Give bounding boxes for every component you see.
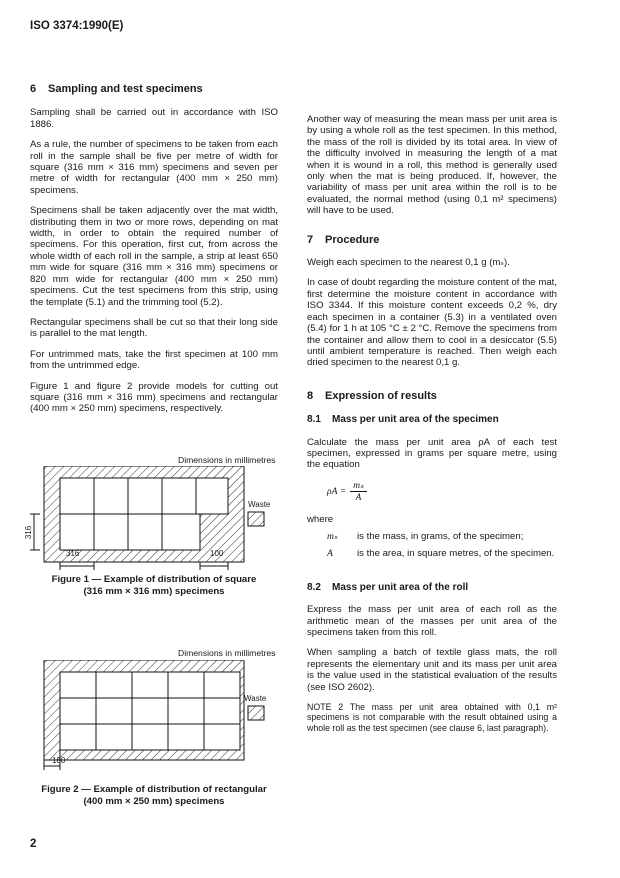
where-label: where <box>307 513 334 525</box>
section-8-2-heading: 8.2 Mass per unit area of the roll <box>307 581 469 593</box>
figure-2-diagram <box>30 660 280 776</box>
paragraph: Specimens shall be taken adjacently over the mat width, distributing them in two or more rows, depending on mat width, in order to obtain the required number of specimens. For this operation, first cut, from across the whole width of each roll in the sample, a strip at least 650 mm wide for square (316 mm × 316 mm) specimens or 820 mm wide for rectangular (400 mm × 250 mm) specimens. Cut the test specimens from this strip, using the template (5.1) and the trimming tool (5.2). <box>30 205 278 308</box>
waste-swatch <box>248 706 264 720</box>
figure-1-caption: Figure 1 — Example of distribution of square (316 mm × 316 mm) specimens <box>51 574 257 597</box>
paragraph: For untrimmed mats, take the first specimen at 100 mm from the untrimmed edge. <box>30 348 278 372</box>
paragraph: Another way of measuring the mean mass per unit area is by using a whole roll as the test specimen. In this method, the mass of the roll is divided by its total area. In view of the difficulty involved in measuring the length of a mat when it is wound in a roll, this method is generally used only when the mat is being produced. If, however, the variability of mass per unit area within the roll is to be evaluated, the normal method (using 0,1 m² specimens) will have to be used. <box>307 114 557 217</box>
paragraph: As a rule, the number of specimens to be taken from each roll in the sample shall be five per metre of width for square (316 mm × 316 mm) specimens and seven per metre of width for rectangular (400 mm × 250 mm) specimens. <box>30 139 278 196</box>
figure-2-waste-label: Waste <box>244 694 267 703</box>
section-7-heading: 7 Procedure <box>307 233 380 246</box>
figure-2-dim-edge: 100 <box>52 756 66 765</box>
definitions: mₛ is the mass, in grams, of the specimen; A is the area, in square metres, of the specimen. <box>327 530 555 560</box>
standard-id-header: ISO 3374:1990(E) <box>30 20 124 32</box>
section-8-heading: 8 Expression of results <box>307 389 437 402</box>
equation: ρA = $\frac{\text{mₛ}}{A}$ <box>327 480 557 504</box>
section-8-1-heading: 8.1 Mass per unit area of the specimen <box>307 414 499 426</box>
paragraph: Express the mass per unit area of each roll as the arithmetic mean of the masses per unit area of the specimens taken from this roll. <box>307 604 557 638</box>
paragraph: Calculate the mass per unit area ρA of each test specimen, expressed in grams per square metre, using the equation <box>307 436 557 471</box>
figure-1-dim-width: 316 <box>66 549 80 558</box>
figure-1-waste-label: Waste <box>248 500 271 509</box>
page-number: 2 <box>30 838 37 850</box>
paragraph: Figure 1 and figure 2 provide models for cutting out square (316 mm × 316 mm) specimens and rectangular (400 mm × 250 mm) specimens, respectively. <box>30 380 278 415</box>
waste-swatch <box>248 512 264 526</box>
note-2: NOTE 2 The mass per unit area obtained with 0,1 m² specimens is not comparable with the result obtained using a whole roll as the test specimen (see clause 6, last paragraph). <box>307 702 557 733</box>
paragraph: Weigh each specimen to the nearest 0,1 g (mₛ). <box>307 257 510 269</box>
figure-2-caption: Figure 2 — Example of distribution of rectangular (400 mm × 250 mm) specimens <box>41 784 267 807</box>
right-column <box>307 114 557 742</box>
figure-2-dimensions-note: Dimensions in millimetres <box>178 648 276 658</box>
paragraph: Sampling shall be carried out in accordance with ISO 1886. <box>30 107 278 130</box>
figure-1-dimensions-note: Dimensions in millimetres <box>178 455 276 465</box>
section-6 <box>30 84 278 424</box>
paragraph: In case of doubt regarding the moisture content of the mat, first determine the moisture content in accordance with ISO 3344. If this moisture content exceeds 0,2 %, dry each specimen in a container (5.3) in a ventilated oven (5.4) for 1 h at 105 °C ± 2 °C. Remove the specimens from the container and allow them to cool in a desiccator (5.5) until ambient temperature is reached. Then weigh each dried specimen to the nearest 0,1 g. <box>307 277 557 369</box>
figure-1-dim-height: 316 <box>24 525 34 540</box>
section-6-heading: 6 Sampling and test specimens <box>30 83 203 95</box>
figure-1-dim-edge: 100 <box>210 549 224 558</box>
paragraph: When sampling a batch of textile glass mats, the roll represents the elementary unit and its mass per unit area is the value used in the statistical evaluation of the results (see ISO 2602). <box>307 647 557 693</box>
paragraph: Rectangular specimens shall be cut so that their long side is parallel to the mat length. <box>30 316 278 340</box>
